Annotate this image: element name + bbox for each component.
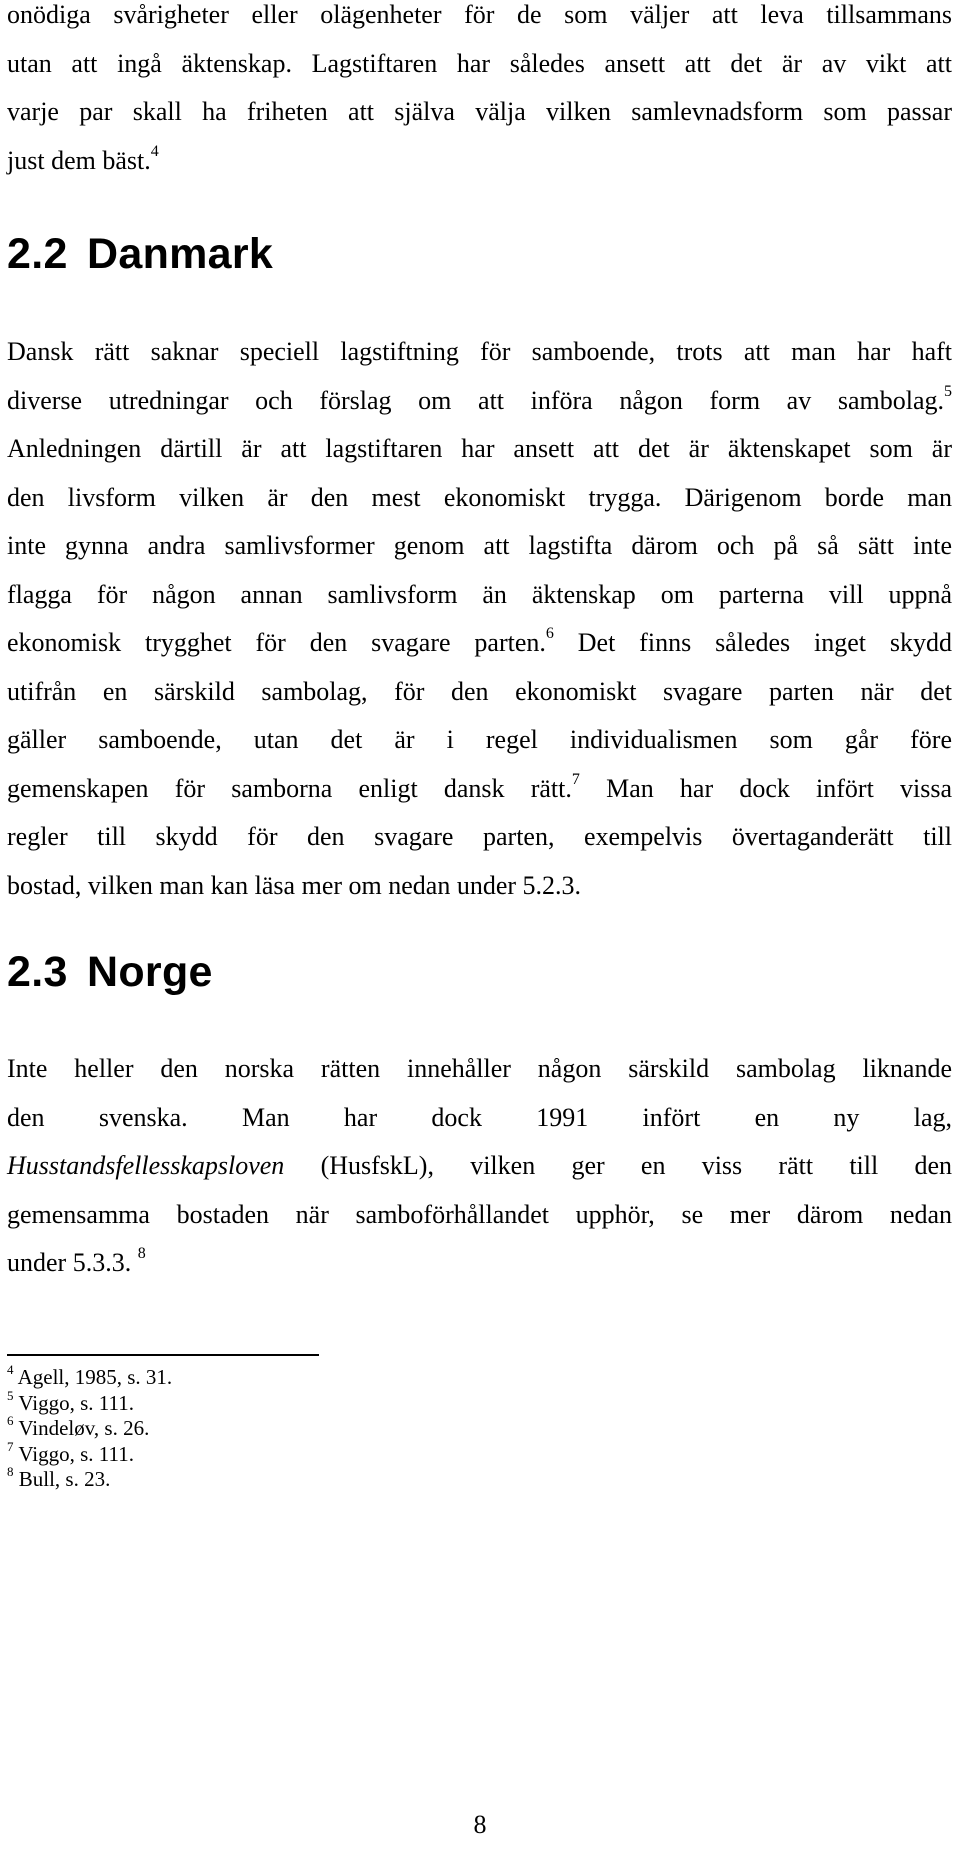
text-line: gemensamma bostaden när samboförhållandet upphör, se mer därom nedan (7, 1199, 952, 1229)
text-segment: under 5.3.3. (7, 1248, 132, 1277)
text-line: inte gynna andra samlivsformer genom att lagstifta därom och på så sätt inte (7, 531, 952, 560)
text-line (7, 765, 952, 814)
text-line: Anledningen därtill är att lagstiftaren har ansett att det är äktenskapet som är (7, 434, 952, 463)
text-line: utan att ingå äktenskap. Lagstiftaren har således ansett att det är av vikt att (7, 48, 952, 78)
text-segment: just dem bäst. (7, 145, 151, 175)
footnote-text: Vindeløv, s. 26. (18, 1416, 150, 1441)
text-line (7, 137, 952, 186)
section-title: Danmark (87, 230, 274, 278)
footnote-number: 5 (7, 1387, 14, 1403)
footnote-ref[interactable]: 8 (137, 1245, 146, 1263)
text-line: bostad, vilken man kan läsa mer om nedan under 5.2.3. (7, 870, 582, 900)
footnote-number: 7 (7, 1438, 14, 1454)
footnote (7, 1438, 172, 1468)
section-title: Norge (87, 948, 213, 996)
text-segment: Det finns således inget skydd (577, 628, 953, 657)
text-line: Dansk rätt saknar speciell lagstiftning för samboende, trots att man har haft (7, 337, 952, 366)
text-line: onödiga svårigheter eller olägenheter för de som väljer att leva tillsammans (7, 0, 952, 29)
footnote-number: 4 (7, 1362, 14, 1377)
footnote-text: Bull, s. 23. (18, 1467, 111, 1492)
footnote (7, 1413, 172, 1442)
footnote-ref[interactable]: 7 (571, 770, 580, 788)
text-segment: diverse utredningar och förslag om att införa någon form av sambolag. (7, 385, 944, 415)
text-line (7, 619, 952, 668)
footnote-text: Agell, 1985, s. 31. (17, 1365, 173, 1389)
text-line: regler till skydd för den svagare parten, exempelvis övertaganderätt till (7, 822, 952, 851)
law-name: Husstandsfellesskapsloven (7, 1151, 285, 1180)
footnote-separator (7, 1354, 319, 1356)
footnote-ref[interactable]: 4 (150, 142, 159, 160)
section-number: 2.2 (7, 230, 68, 278)
footnote (7, 1464, 172, 1493)
section-number: 2.3 (7, 948, 68, 996)
footnote-ref[interactable]: 6 (545, 625, 554, 643)
footnote-ref[interactable]: 5 (944, 382, 952, 400)
page-number: 8 (473, 1810, 487, 1839)
text-line: utifrån en särskild sambolag, för den ekonomiskt svagare parten när det (7, 676, 952, 706)
text-segment: Man har dock infört vissa (606, 773, 953, 803)
footnote-text: Viggo, s. 111. (18, 1441, 134, 1466)
intro-paragraph (7, 0, 952, 185)
text-line: den svenska. Man har dock 1991 infört en ny lag, (7, 1102, 952, 1132)
section-heading (7, 230, 273, 279)
footnotes (7, 1362, 173, 1493)
text-line: den livsform vilken är den mest ekonomiskt trygga. Därigenom borde man (7, 482, 952, 512)
text-line (7, 1239, 952, 1288)
text-segment: gemenskapen för samborna enligt dansk rätt. (7, 773, 572, 803)
footnote-text: Viggo, s. 111. (18, 1390, 134, 1415)
text-line: varje par skall ha friheten att själva välja vilken samlevnadsform som passar (7, 97, 952, 126)
text-line: gäller samboende, utan det är i regel individualismen som går före (7, 725, 952, 754)
text-segment: (HusfskL), vilken ger en viss rätt till den (320, 1151, 953, 1180)
footnote-number: 8 (7, 1464, 14, 1480)
footnote-number: 6 (7, 1413, 14, 1429)
section-heading (7, 948, 213, 997)
text-line: flagga för någon annan samlivsform än äktenskap om parterna vill uppnå (7, 579, 952, 609)
text-line: Inte heller den norska rätten innehåller någon särskild sambolag liknande (7, 1054, 952, 1083)
norway-paragraph (7, 1045, 952, 1288)
footnote (7, 1362, 173, 1391)
text-line (7, 1142, 952, 1191)
denmark-paragraph (7, 328, 952, 910)
text-segment: ekonomisk trygghet för den svagare parten. (7, 628, 546, 657)
text-line (7, 377, 952, 426)
footnote (7, 1387, 172, 1417)
